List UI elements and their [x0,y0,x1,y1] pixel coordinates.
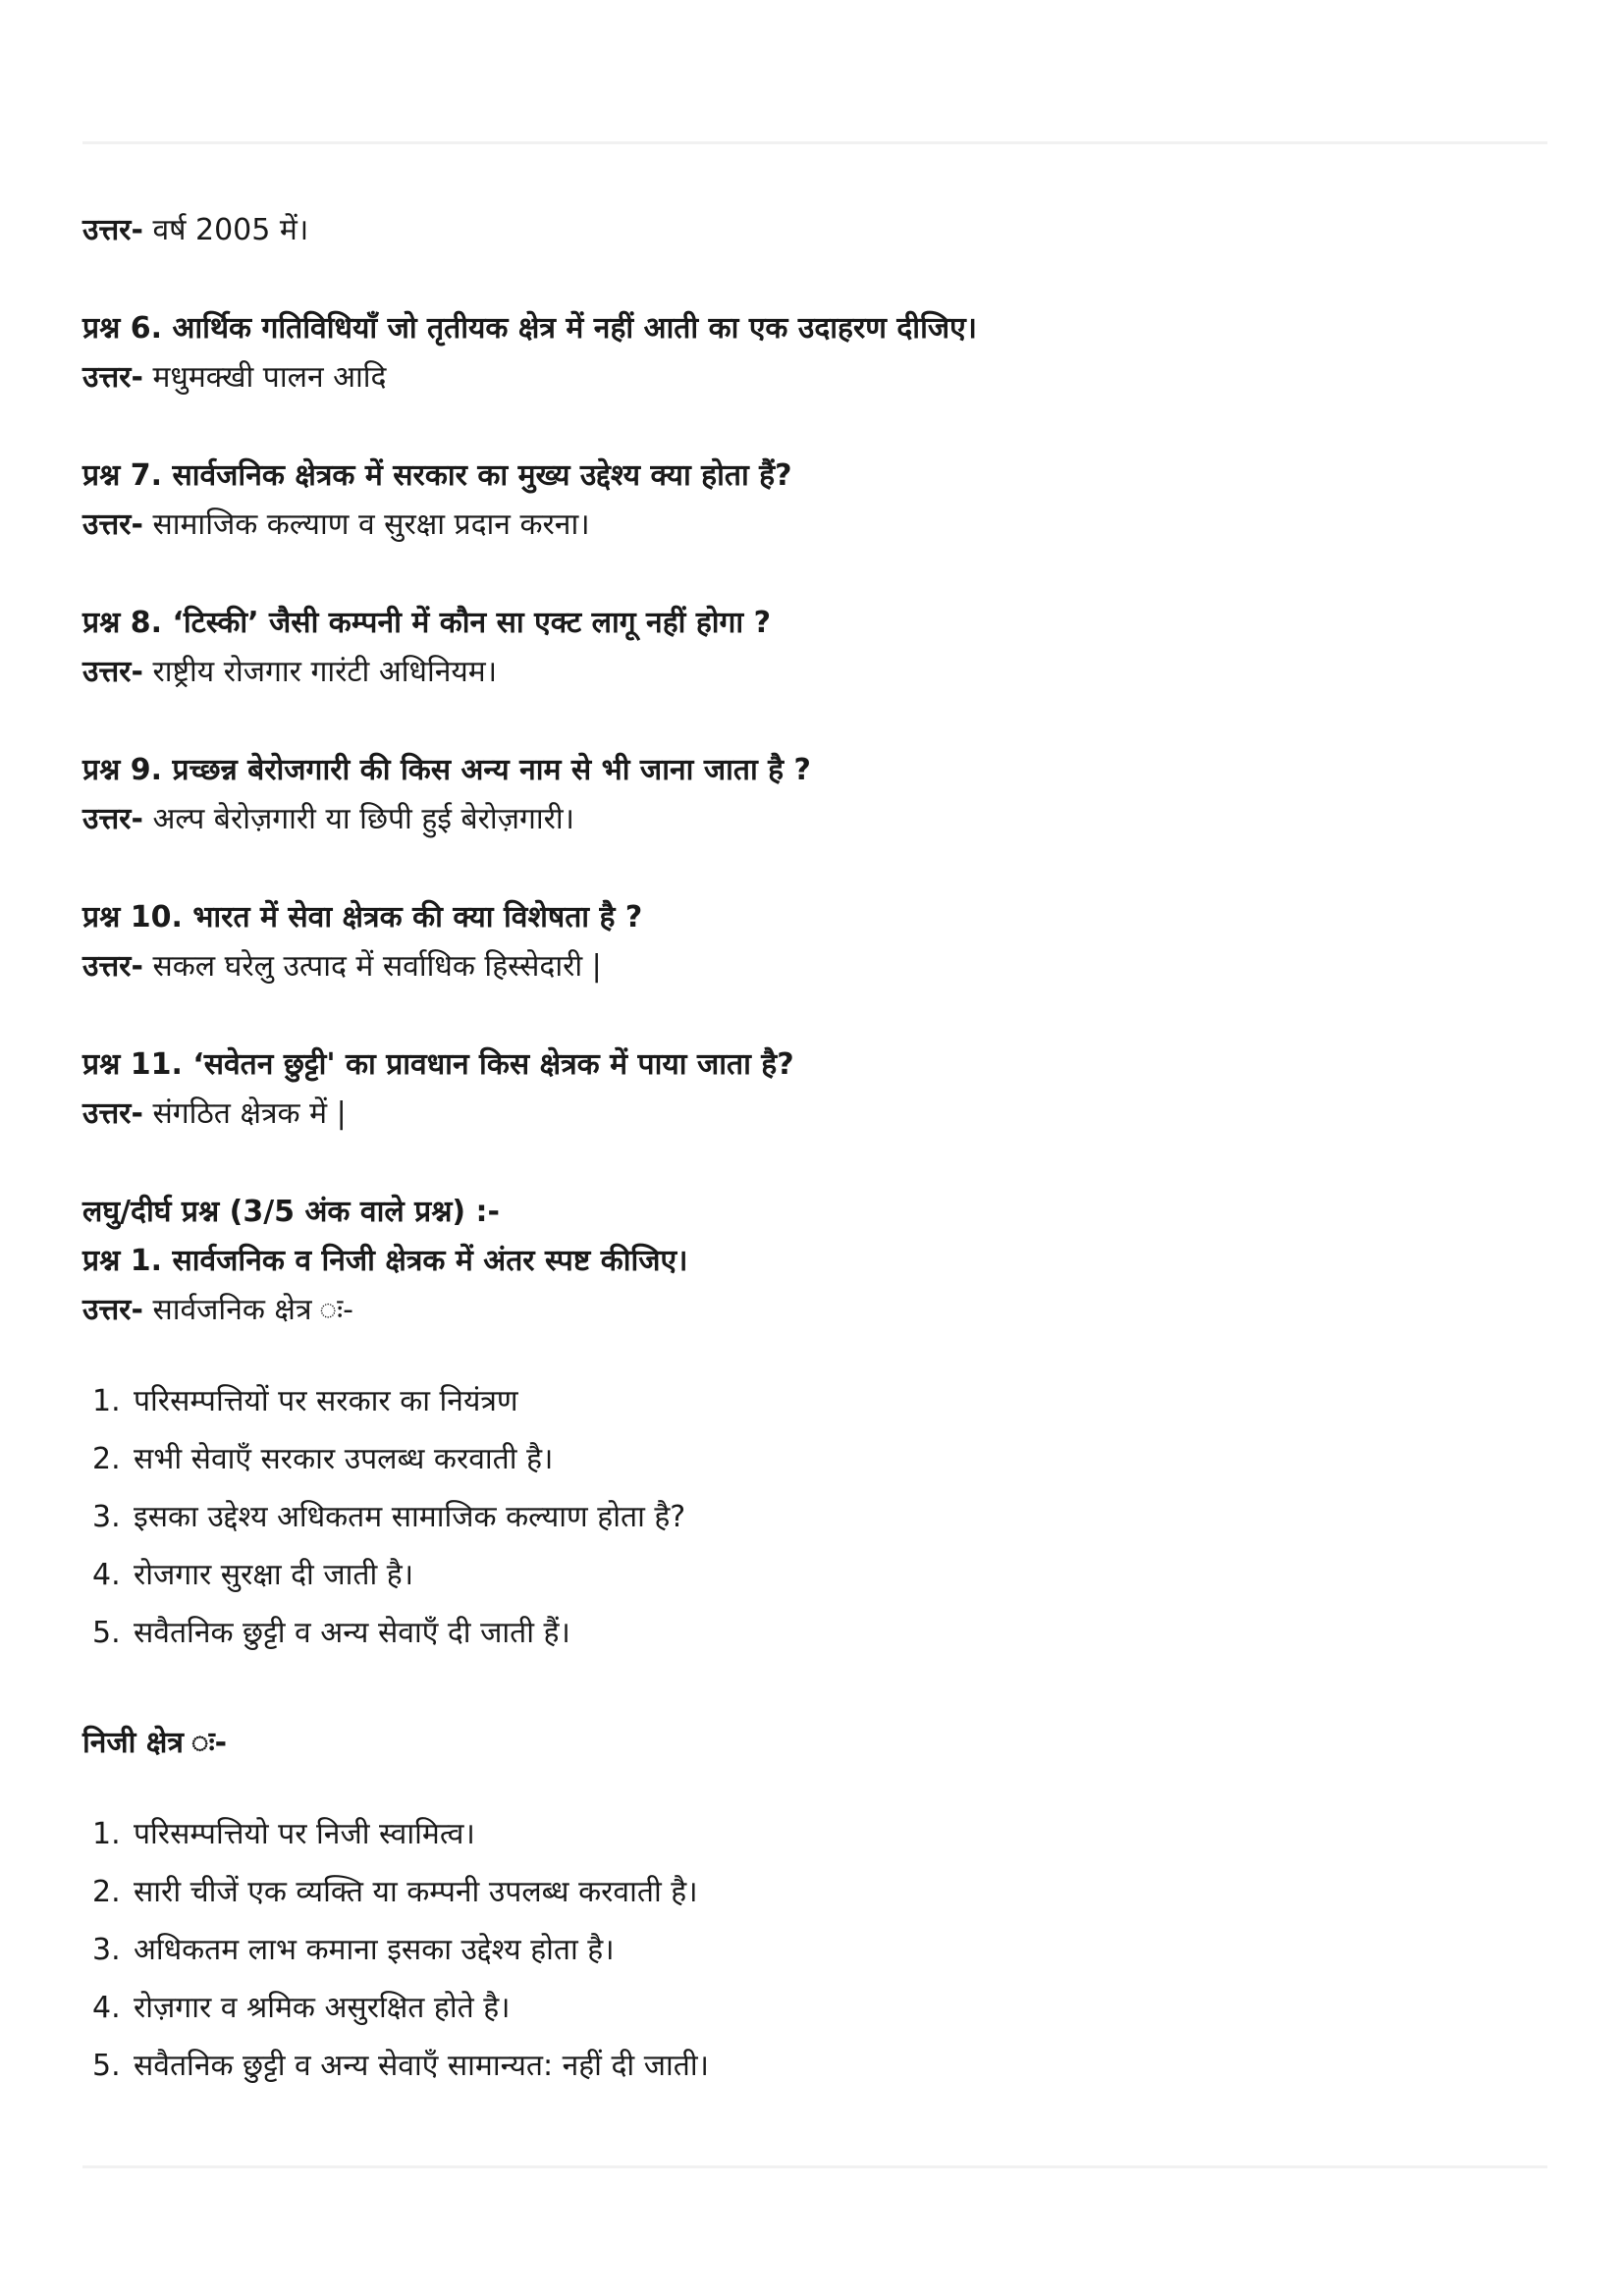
answer-text: संगठित क्षेत्रक में | [142,1096,347,1131]
answer-label: उत्तर- [82,507,143,542]
list-text: रोजगार सुरक्षा दी जाती है। [134,1558,414,1592]
long-answer-section [82,1188,1547,2095]
list-number: 3. [92,1933,121,1967]
answer-text: वर्ष 2005 में। [142,213,309,247]
qa-item-6 [82,304,1547,402]
answer-text: सकल घरेलु उत्पाद में सर्वाधिक हिस्सेदारी | [142,949,602,984]
answer-label: उत्तर- [82,1096,143,1131]
list-number: 5. [92,1616,121,1650]
question-text: प्रश्न 1. सार्वजनिक व निजी क्षेत्रक में अंतर स्पष्ट कीजिए। [82,1244,688,1278]
list-item [82,1979,1547,2037]
answer-line [82,206,1547,255]
document-body [82,206,1547,2095]
top-divider [82,141,1547,144]
answer-text: सामाजिक कल्याण व सुरक्षा प्रदान करना। [142,507,590,542]
list-number: 4. [92,1558,121,1592]
qa-item-10 [82,893,1547,991]
list-number: 2. [92,1442,121,1476]
answer-line [82,501,1547,550]
list-item [82,1805,1547,1863]
list-number: 2. [92,1875,121,1909]
question-text: प्रश्न 9. प्रच्छन्न बेरोजगारी की किस अन्य नाम से भी जाना जाता है ? [82,753,811,787]
list-text: रोज़गार व श्रमिक असुरक्षित होते है। [134,1991,511,2025]
question-text: प्रश्न 11. ‘सवेतन छुट्टी' का प्रावधान किस क्षेत्रक में पाया जाता है? [82,1047,794,1082]
list-text: इसका उद्देश्य अधिकतम सामाजिक कल्याण होता है? [134,1500,686,1534]
answer-line [82,795,1547,844]
answer-line [82,942,1547,991]
answer-label: उत्तर- [82,213,143,247]
question-text: प्रश्न 8. ‘टिस्की’ जैसी कम्पनी में कौन सा एक्ट लागू नहीं होगा ? [82,606,772,640]
qa-item-11 [82,1041,1547,1139]
list-text: परिसम्पत्तियों पर सरकार का नियंत्रण [134,1384,518,1418]
section-heading: लघु/दीर्घ प्रश्न (3/5 अंक वाले प्रश्न) :- [82,1195,501,1229]
list-item [82,1430,1547,1488]
answer-label: उत्तर- [82,360,143,395]
list-item [82,1372,1547,1430]
answer-line [82,353,1547,402]
answer-label: उत्तर- [82,949,143,984]
list-item [82,1604,1547,1662]
list-number: 1. [92,1817,121,1851]
list-item [82,1921,1547,1979]
list-item [82,1488,1547,1546]
list-text: परिसम्पत्तियो पर निजी स्वामित्व। [134,1817,475,1851]
list-number: 1. [92,1384,121,1418]
list-text: अधिकतम लाभ कमाना इसका उद्देश्य होता है। [134,1933,615,1967]
public-sector-list [82,1372,1547,1662]
list-number: 3. [92,1500,121,1534]
intro-answer [82,206,1547,255]
answer-label: उत्तर- [82,655,143,689]
list-text: सभी सेवाएँ सरकार उपलब्ध करवाती है। [134,1442,554,1476]
list-item [82,1863,1547,1921]
answer-text: राष्ट्रीय रोजगार गारंटी अधिनियम। [142,655,498,689]
list-text: सारी चीजें एक व्यक्ति या कम्पनी उपलब्ध करवाती है। [134,1875,698,1909]
bottom-divider [82,2165,1547,2168]
private-sector-list [82,1805,1547,2095]
answer-text: अल्प बेरोज़गारी या छिपी हुई बेरोज़गारी। [142,802,575,836]
question-text: प्रश्न 10. भारत में सेवा क्षेत्रक की क्या विशेषता है ? [82,900,643,934]
question-text: प्रश्न 7. सार्वजनिक क्षेत्रक में सरकार का मुख्य उद्देश्य क्या होता हैं? [82,458,792,493]
answer-line [82,1090,1547,1139]
answer-line [82,648,1547,697]
qa-item-9 [82,746,1547,844]
qa-item-7 [82,452,1547,550]
private-sector-heading: निजी क्षेत्र ः- [82,1726,228,1760]
answer-line [82,1286,1547,1335]
question-text: प्रश्न 6. आर्थिक गतिविधियाँ जो तृतीयक क्षेत्र में नहीं आती का एक उदाहरण दीजिए। [82,311,978,346]
answer-text: सार्वजनिक क्षेत्र ः- [142,1293,354,1327]
list-number: 5. [92,2049,121,2083]
answer-label: उत्तर- [82,1293,143,1327]
list-text: सवैतनिक छुट्टी व अन्य सेवाएँ दी जाती हैं। [134,1616,570,1650]
list-text: सवैतनिक छुट्टी व अन्य सेवाएँ सामान्यत: नहीं दी जाती। [134,2049,709,2083]
answer-text: मधुमक्खी पालन आदि [142,360,387,395]
answer-label: उत्तर- [82,802,143,836]
list-item [82,2037,1547,2095]
list-item [82,1546,1547,1604]
qa-item-8 [82,599,1547,697]
list-number: 4. [92,1991,121,2025]
